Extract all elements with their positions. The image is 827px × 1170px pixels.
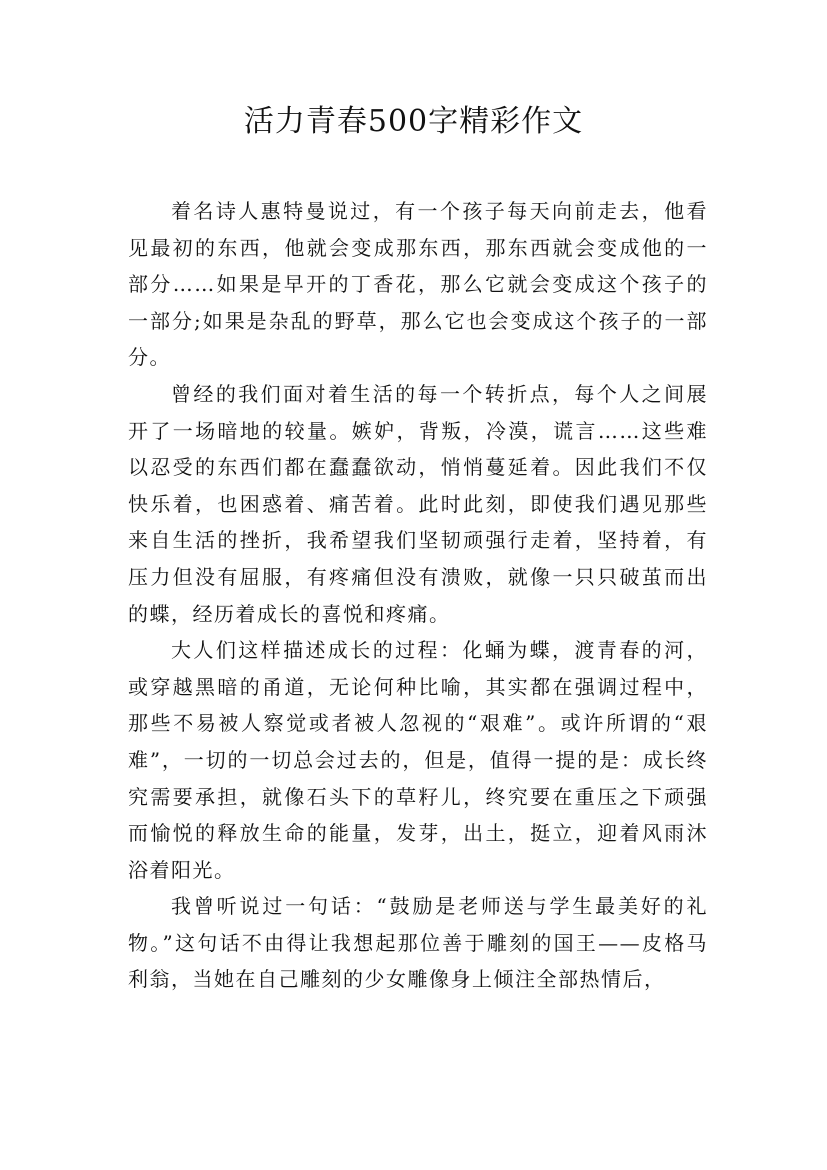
paragraph-2: 曾经的我们面对着生活的每一个转折点，每个人之间展开了一场暗地的较量。嫉妒，背叛，冷漠，谎言……这些难以忍受的东西们都在蠢蠢欲动，悄悄蔓延着。因此我们不仅快乐着，也困惑着、痛苦着。此时此刻，即使我们遇见那些来自生活的挫折，我希望我们坚韧顽强行走着，坚持着，有压力但没有屈服，有疼痛但没有溃败，就像一只只破茧而出的蝶，经历着成长的喜悦和疼痛。 [128, 381, 708, 626]
paragraph-4: 我曾听说过一句话：“鼓励是老师送与学生最美好的礼物。”这句话不由得让我想起那位善于雕刻的国王——皮格马利翁，当她在自己雕刻的少女雕像身上倾注全部热情后， [128, 894, 708, 992]
document-body [128, 193, 708, 998]
paragraph-3: 大人们这样描述成长的过程：化蛹为蝶，渡青春的河，或穿越黑暗的甬道，无论何种比喻，其实都在强调过程中，那些不易被人察觉或者被人忽视的“艰难”。或许所谓的“艰难”，一切的一切总会过去的，但是，值得一提的是：成长终究需要承担，就像石头下的草籽儿，终究要在重压之下顽强而愉悦的释放生命的能量，发芽，出土，挺立，迎着风雨沐浴着阳光。 [128, 638, 708, 882]
paragraph-1: 着名诗人惠特曼说过，有一个孩子每天向前走去，他看见最初的东西，他就会变成那东西，那东西就会变成他的一部分……如果是早开的丁香花，那么它就会变成这个孩子的一部分;如果是杂乱的野草，那么它也会变成这个孩子的一部分。 [128, 199, 708, 370]
document-title: 活力青春500字精彩作文 [243, 104, 584, 139]
